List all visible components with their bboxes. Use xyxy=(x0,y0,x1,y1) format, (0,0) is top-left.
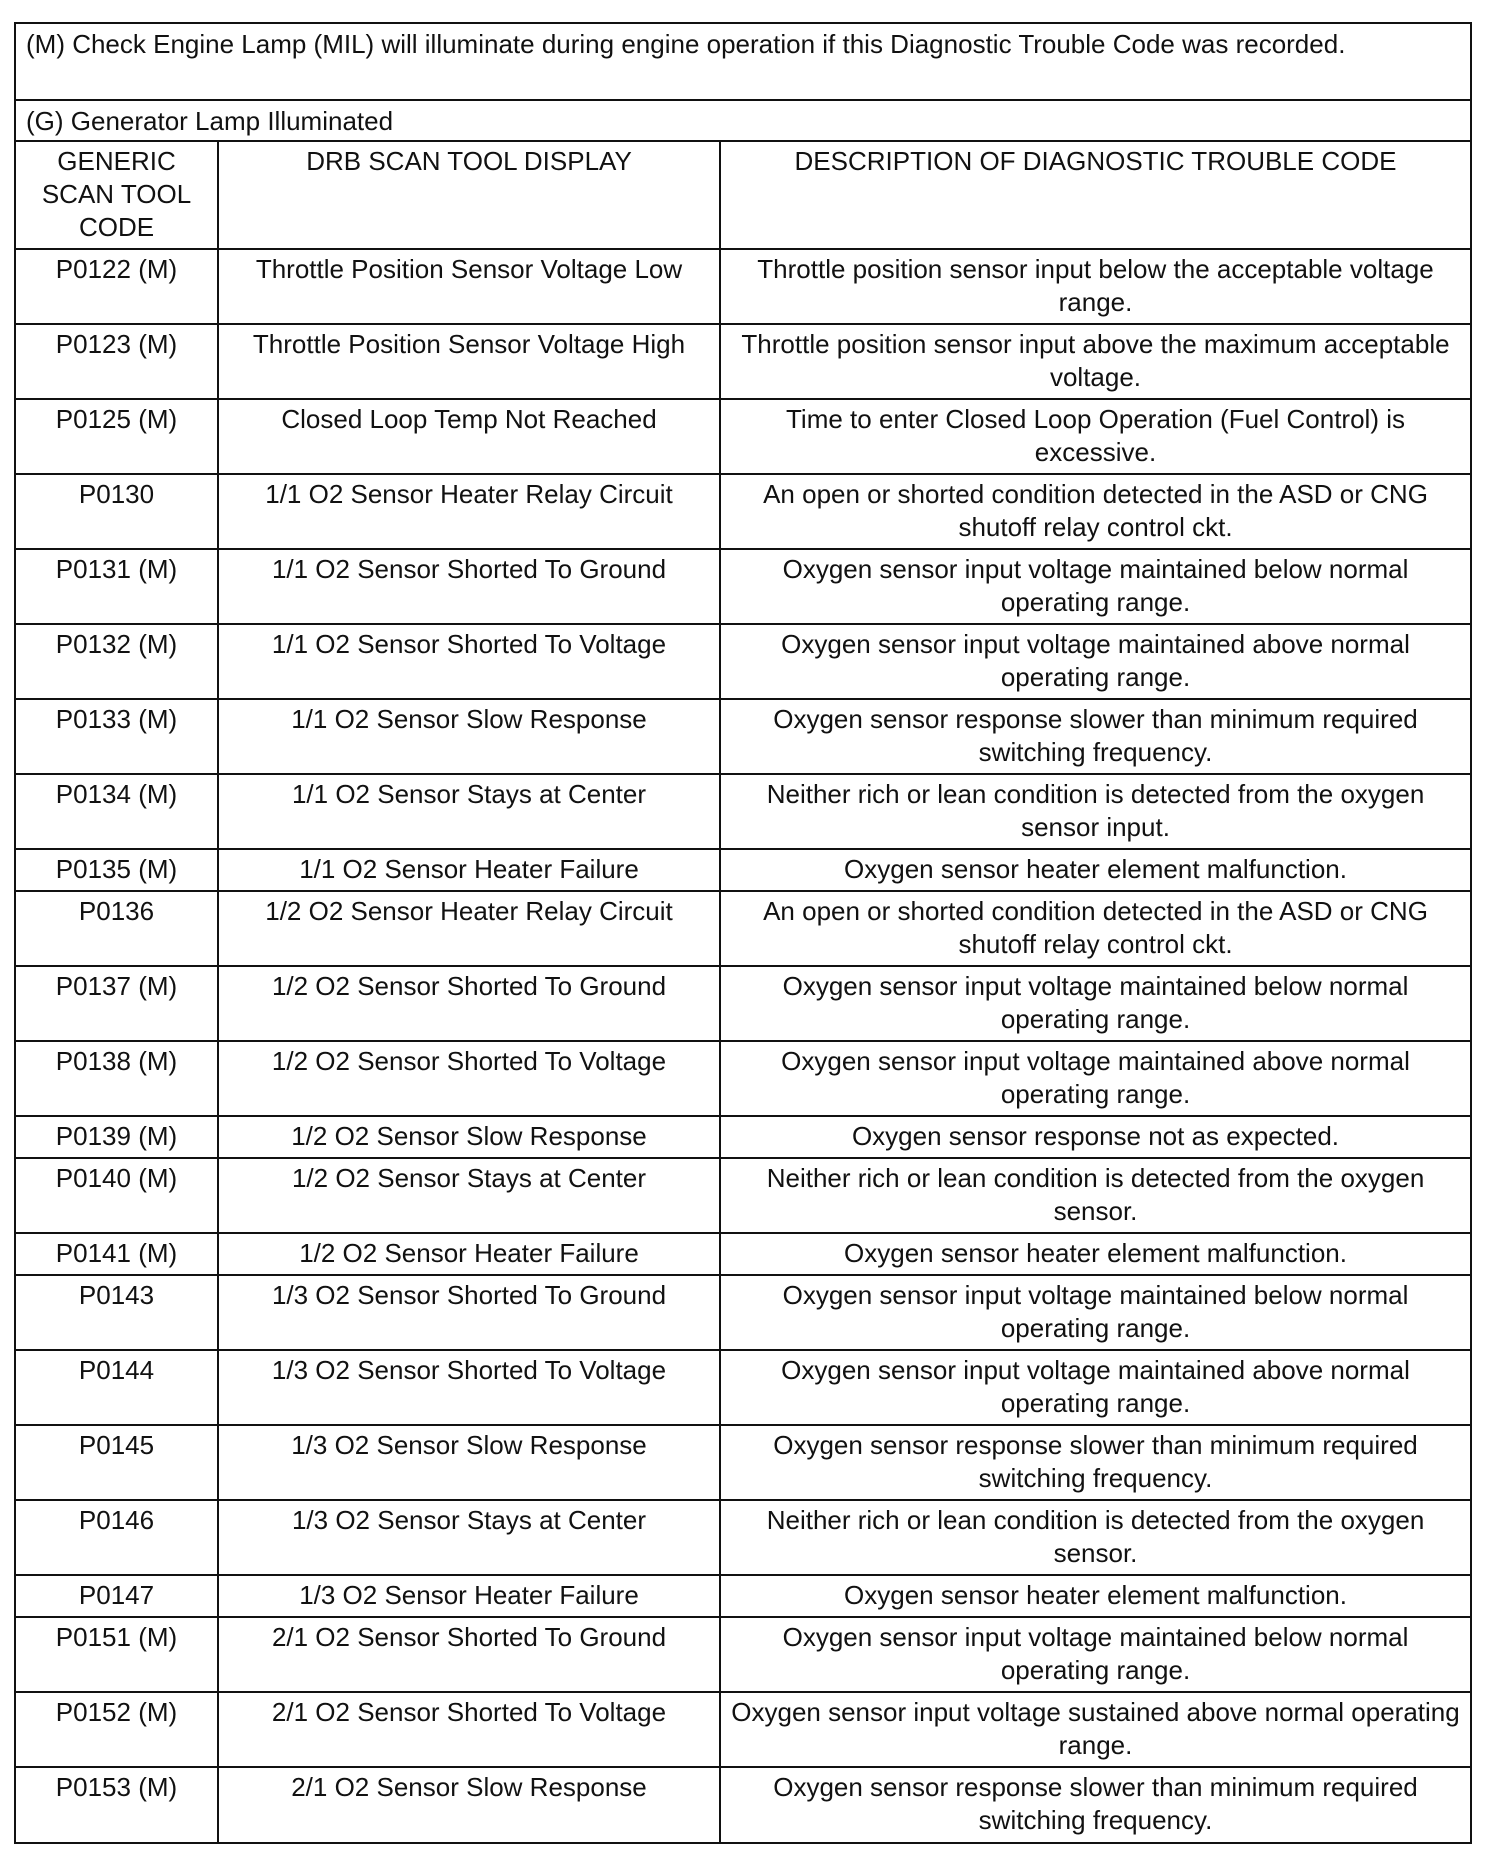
table-row xyxy=(16,474,1470,549)
description-cell: Oxygen sensor heater element malfunction. xyxy=(720,1233,1470,1275)
table-row xyxy=(16,1275,1470,1350)
description-cell: Oxygen sensor input voltage maintained below normal operating range. xyxy=(720,1275,1470,1350)
display-cell: 1/1 O2 Sensor Heater Relay Circuit xyxy=(218,474,720,549)
code-cell: P0144 xyxy=(16,1350,218,1425)
mil-note: (M) Check Engine Lamp (MIL) will illuminate during engine operation if this Diagnostic Trouble Code was recorded. xyxy=(16,24,1470,101)
header-code-line: GENERIC xyxy=(57,146,176,176)
table-row xyxy=(16,849,1470,891)
code-cell: P0152 (M) xyxy=(16,1692,218,1767)
code-cell: P0143 xyxy=(16,1275,218,1350)
table-row xyxy=(16,699,1470,774)
table-row xyxy=(16,774,1470,849)
table-row xyxy=(16,1041,1470,1116)
code-cell: P0138 (M) xyxy=(16,1041,218,1116)
display-cell: 1/1 O2 Sensor Shorted To Ground xyxy=(218,549,720,624)
display-cell: 1/3 O2 Sensor Heater Failure xyxy=(218,1575,720,1617)
display-cell: Closed Loop Temp Not Reached xyxy=(218,399,720,474)
display-cell: 1/1 O2 Sensor Slow Response xyxy=(218,699,720,774)
table-row xyxy=(16,1233,1470,1275)
dtc-document xyxy=(14,22,1472,1844)
description-cell: Oxygen sensor heater element malfunction. xyxy=(720,849,1470,891)
display-cell: 1/1 O2 Sensor Shorted To Voltage xyxy=(218,624,720,699)
display-cell: 1/2 O2 Sensor Stays at Center xyxy=(218,1158,720,1233)
code-cell: P0134 (M) xyxy=(16,774,218,849)
display-cell: 1/2 O2 Sensor Heater Failure xyxy=(218,1233,720,1275)
generator-note: (G) Generator Lamp Illuminated xyxy=(16,101,1470,142)
code-cell: P0151 (M) xyxy=(16,1617,218,1692)
code-cell: P0145 xyxy=(16,1425,218,1500)
table-row xyxy=(16,324,1470,399)
description-cell: Oxygen sensor input voltage maintained above normal operating range. xyxy=(720,1350,1470,1425)
display-cell: 2/1 O2 Sensor Shorted To Voltage xyxy=(218,1692,720,1767)
display-cell: 2/1 O2 Sensor Slow Response xyxy=(218,1767,720,1842)
code-cell: P0125 (M) xyxy=(16,399,218,474)
code-cell: P0139 (M) xyxy=(16,1116,218,1158)
code-cell: P0147 xyxy=(16,1575,218,1617)
description-cell: Oxygen sensor input voltage sustained above normal operating range. xyxy=(720,1692,1470,1767)
table-header-row xyxy=(16,142,1470,249)
code-cell: P0146 xyxy=(16,1500,218,1575)
display-cell: Throttle Position Sensor Voltage Low xyxy=(218,249,720,324)
code-cell: P0140 (M) xyxy=(16,1158,218,1233)
display-cell: 1/2 O2 Sensor Heater Relay Circuit xyxy=(218,891,720,966)
table-row xyxy=(16,891,1470,966)
code-cell: P0122 (M) xyxy=(16,249,218,324)
display-cell: 1/2 O2 Sensor Slow Response xyxy=(218,1116,720,1158)
description-cell: Time to enter Closed Loop Operation (Fuel Control) is excessive. xyxy=(720,399,1470,474)
description-cell: Oxygen sensor response slower than minimum required switching frequency. xyxy=(720,1425,1470,1500)
description-cell: Oxygen sensor input voltage maintained above normal operating range. xyxy=(720,1041,1470,1116)
code-cell: P0137 (M) xyxy=(16,966,218,1041)
table-row xyxy=(16,399,1470,474)
display-cell: 1/3 O2 Sensor Stays at Center xyxy=(218,1500,720,1575)
display-cell: 1/3 O2 Sensor Shorted To Voltage xyxy=(218,1350,720,1425)
header-description: DESCRIPTION OF DIAGNOSTIC TROUBLE CODE xyxy=(720,142,1470,249)
table-row xyxy=(16,1158,1470,1233)
dtc-table xyxy=(16,142,1470,1842)
header-code-line: CODE xyxy=(78,212,155,242)
header-code-line: SCAN TOOL xyxy=(41,179,192,209)
table-row xyxy=(16,549,1470,624)
description-cell: Oxygen sensor response not as expected. xyxy=(720,1116,1470,1158)
description-cell: Oxygen sensor heater element malfunction. xyxy=(720,1575,1470,1617)
description-cell: Oxygen sensor input voltage maintained below normal operating range. xyxy=(720,966,1470,1041)
display-cell: 2/1 O2 Sensor Shorted To Ground xyxy=(218,1617,720,1692)
display-cell: 1/2 O2 Sensor Shorted To Voltage xyxy=(218,1041,720,1116)
table-row xyxy=(16,1350,1470,1425)
description-cell: Oxygen sensor input voltage maintained below normal operating range. xyxy=(720,549,1470,624)
description-cell: Throttle position sensor input below the acceptable voltage range. xyxy=(720,249,1470,324)
display-cell: 1/3 O2 Sensor Shorted To Ground xyxy=(218,1275,720,1350)
description-cell: Oxygen sensor response slower than minimum required switching frequency. xyxy=(720,1767,1470,1842)
code-cell: P0131 (M) xyxy=(16,549,218,624)
table-row xyxy=(16,1500,1470,1575)
display-cell: 1/3 O2 Sensor Slow Response xyxy=(218,1425,720,1500)
table-row xyxy=(16,966,1470,1041)
description-cell: Oxygen sensor input voltage maintained above normal operating range. xyxy=(720,624,1470,699)
description-cell: Throttle position sensor input above the maximum acceptable voltage. xyxy=(720,324,1470,399)
display-cell: 1/2 O2 Sensor Shorted To Ground xyxy=(218,966,720,1041)
table-row xyxy=(16,1767,1470,1842)
description-cell: Neither rich or lean condition is detected from the oxygen sensor. xyxy=(720,1158,1470,1233)
description-cell: Oxygen sensor response slower than minimum required switching frequency. xyxy=(720,699,1470,774)
description-cell: Neither rich or lean condition is detected from the oxygen sensor input. xyxy=(720,774,1470,849)
description-cell: Neither rich or lean condition is detected from the oxygen sensor. xyxy=(720,1500,1470,1575)
table-row xyxy=(16,249,1470,324)
header-drb-display: DRB SCAN TOOL DISPLAY xyxy=(218,142,720,249)
table-row xyxy=(16,1425,1470,1500)
code-cell: P0132 (M) xyxy=(16,624,218,699)
description-cell: An open or shorted condition detected in the ASD or CNG shutoff relay control ckt. xyxy=(720,891,1470,966)
table-row xyxy=(16,1116,1470,1158)
code-cell: P0133 (M) xyxy=(16,699,218,774)
code-cell: P0153 (M) xyxy=(16,1767,218,1842)
code-cell: P0136 xyxy=(16,891,218,966)
code-cell: P0141 (M) xyxy=(16,1233,218,1275)
display-cell: 1/1 O2 Sensor Heater Failure xyxy=(218,849,720,891)
header-generic-code xyxy=(16,142,218,249)
display-cell: Throttle Position Sensor Voltage High xyxy=(218,324,720,399)
description-cell: Oxygen sensor input voltage maintained below normal operating range. xyxy=(720,1617,1470,1692)
description-cell: An open or shorted condition detected in the ASD or CNG shutoff relay control ckt. xyxy=(720,474,1470,549)
table-row xyxy=(16,1617,1470,1692)
code-cell: P0130 xyxy=(16,474,218,549)
table-row xyxy=(16,1575,1470,1617)
code-cell: P0123 (M) xyxy=(16,324,218,399)
code-cell: P0135 (M) xyxy=(16,849,218,891)
display-cell: 1/1 O2 Sensor Stays at Center xyxy=(218,774,720,849)
table-row xyxy=(16,624,1470,699)
table-row xyxy=(16,1692,1470,1767)
